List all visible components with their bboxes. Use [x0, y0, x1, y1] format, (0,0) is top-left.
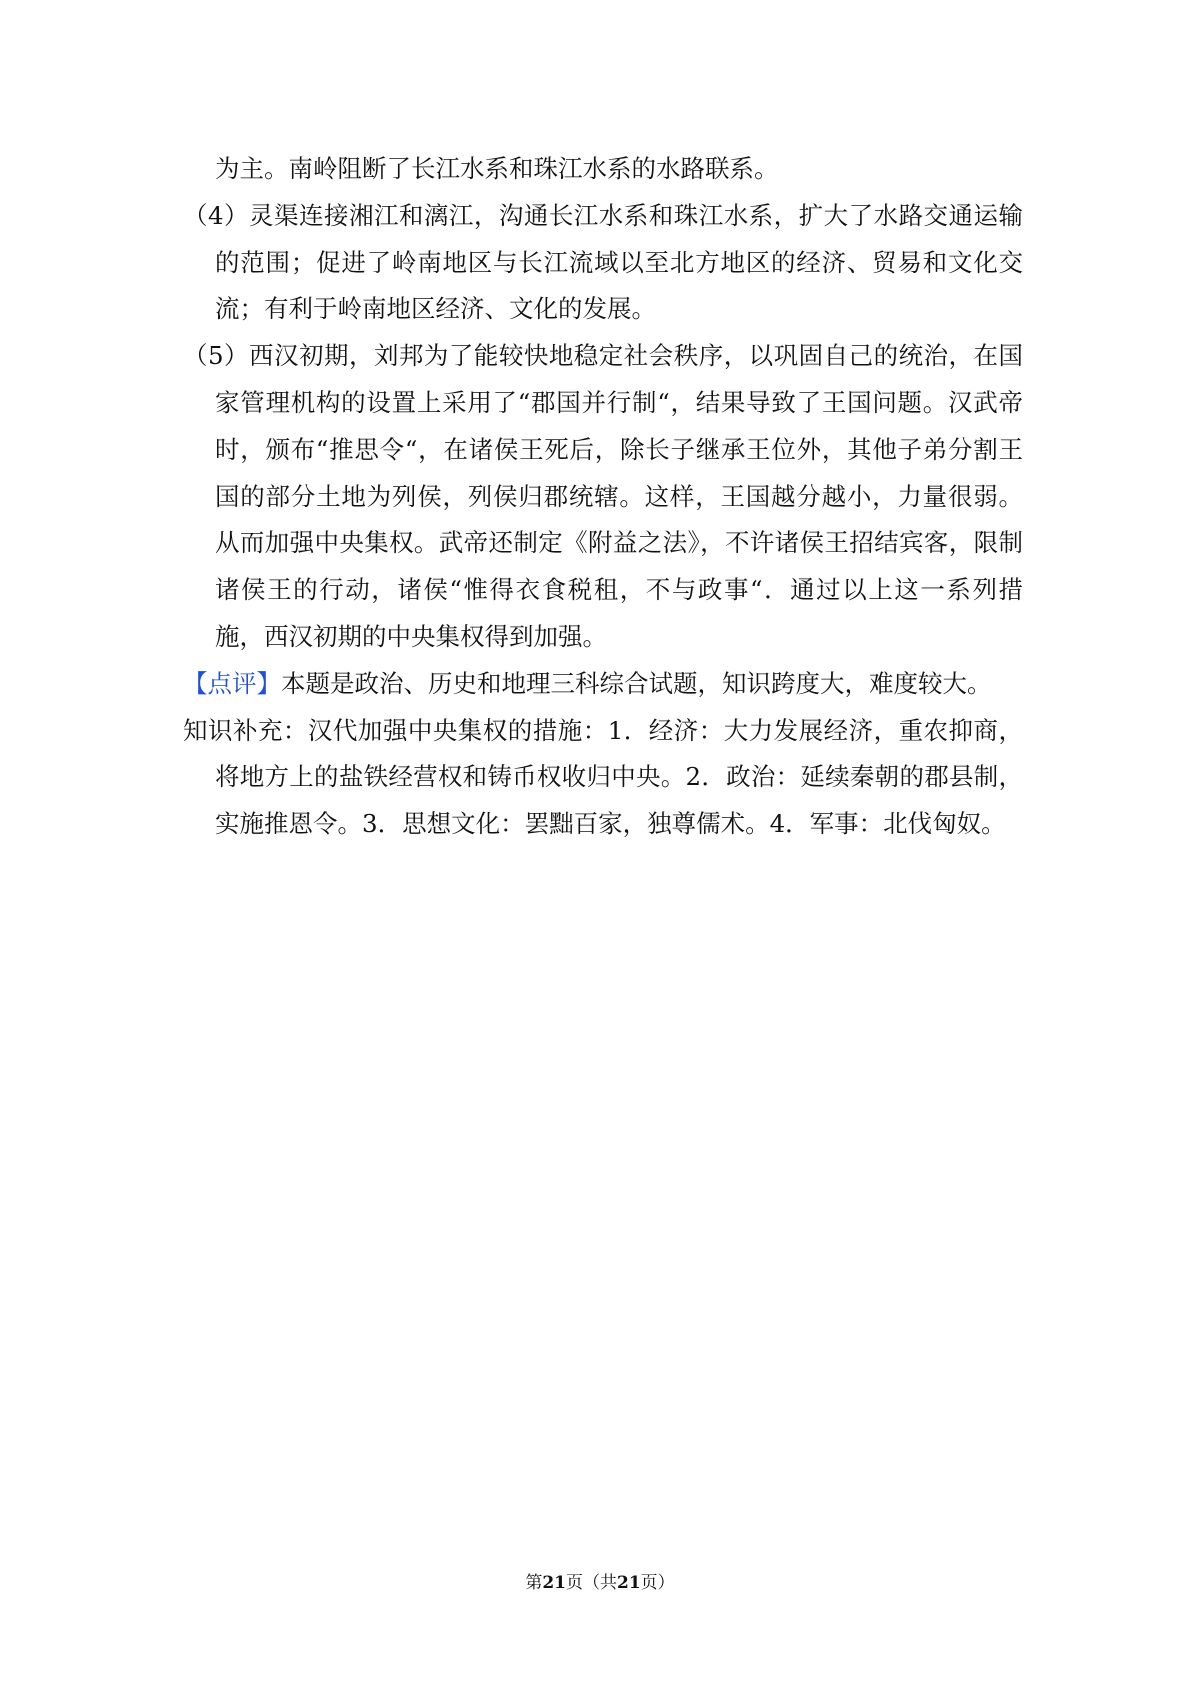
document-body: [183, 146, 1023, 848]
footer-prefix: 第: [525, 1573, 543, 1593]
comment-label: 【点评】: [183, 668, 281, 698]
footer-middle: 页（共: [566, 1573, 617, 1593]
page-footer: [0, 1571, 1200, 1595]
comment-paragraph: [183, 661, 1023, 708]
answer-4: （4）灵渠连接湘江和漓江，沟通长江水系和珠江水系，扩大了水路交通运输的范围；促进了岭南地区与长江流域以至北方地区的经济、贸易和文化交流；有利于岭南地区经济、文化的发展。: [183, 200, 1023, 324]
footer-suffix: 页）: [640, 1573, 675, 1593]
footer-page-number: 21: [542, 1573, 566, 1593]
footer-total-pages: 21: [617, 1573, 641, 1593]
comment-text: 本题是政治、历史和地理三科综合试题，知识跨度大，难度较大。: [281, 668, 992, 698]
answer-5: （5）西汉初期，刘邦为了能较快地稳定社会秩序，以巩固自己的统治，在国家管理机构的设置上采用了“郡国并行制“，结果导致了王国问题。汉武帝时，颁布“推思令“，在诸侯王死后，除长子继承王位外，其他子弟分割王国的部分土地为列侯，列侯归郡统辖。这样，王国越分越小，力量很弱。从而加强中央集权。武帝还制定《附益之法》，不许诸侯王招结宾客，限制诸侯王的行动，诸侯“惟得衣食税租，不与政事“．通过以上这一系列措施，西汉初期的中央集权得到加强。: [183, 341, 1023, 651]
answer-3-continuation: 为主。南岭阻断了长江水系和珠江水系的水路联系。: [215, 154, 779, 183]
knowledge-supplement: 知识补充：汉代加强中央集权的措施：1．经济：大力发展经济，重农抑商，将地方上的盐铁经营权和铸币权收归中央。2．政治：延续秦朝的郡县制，实施推恩令。3．思想文化：罢黜百家，独尊儒术。4．军事：北伐匈奴。: [183, 715, 1023, 839]
